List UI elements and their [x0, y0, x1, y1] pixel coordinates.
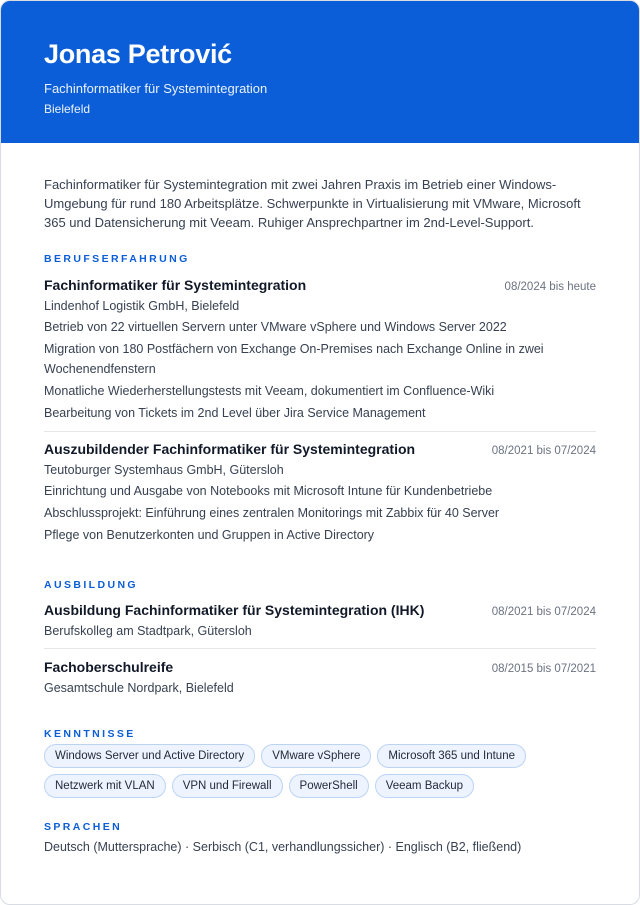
education-institution: Gesamtschule Nordpark, Bielefeld [44, 681, 234, 695]
job-bullet: Pflege von Benutzerkonten und Gruppen in Active Directory [44, 528, 375, 542]
skill-chip: Veeam Backup [375, 774, 474, 798]
job-date: 08/2021 bis 07/2024 [491, 445, 596, 457]
job-bullet: Bearbeitung von Tickets im 2nd Level über Jira Service Management [44, 406, 426, 420]
candidate-city: Bielefeld [44, 102, 91, 116]
skill-chip: VMware vSphere [261, 744, 371, 768]
job-bullets [44, 481, 596, 545]
candidate-role: Fachinformatiker für Systemintegration [44, 81, 268, 96]
skill-chip: Netzwerk mit VLAN [44, 774, 166, 798]
job-title: Fachinformatiker für Systemintegration [44, 277, 307, 293]
job-date: 08/2024 bis heute [504, 281, 596, 293]
resume-header [1, 1, 639, 143]
job-bullets [44, 317, 596, 423]
skill-chip: VPN und Firewall [172, 774, 283, 798]
education-title: Fachoberschulreife [44, 659, 174, 675]
skills-list [44, 744, 596, 798]
education-title: Ausbildung Fachinformatiker für Systemintegration (IHK) [44, 602, 425, 618]
skill-chip: Windows Server und Active Directory [44, 744, 255, 768]
job-bullet: Einrichtung und Ausgabe von Notebooks mit Microsoft Intune für Kundenbetriebe [44, 484, 493, 498]
entry-divider [44, 648, 596, 649]
resume-content [1, 175, 639, 856]
education-entry [44, 601, 596, 640]
education-institution: Berufskolleg am Stadtpark, Gütersloh [44, 624, 252, 638]
entry-divider [44, 431, 596, 432]
profile-summary: Fachinformatiker für Systemintegration mit zwei Jahren Praxis im Betrieb einer Windows-Umgebung für rund 180 Arbeitsplätze. Schwerpunkte in Virtualisierung mit VMware, Microsoft 365 und Datensicherung mit Veeam. Ruhiger Ansprechpartner im 2nd-Level-Support. [44, 177, 581, 230]
job-employer: Teutoburger Systemhaus GmbH, Gütersloh [44, 463, 284, 477]
job-bullet: Abschlussprojekt: Einführung eines zentralen Monitorings mit Zabbix für 40 Server [44, 506, 500, 520]
education-entry [44, 658, 596, 697]
skill-chip: Microsoft 365 und Intune [377, 744, 526, 768]
education-heading: AUSBILDUNG [44, 579, 138, 591]
education-date: 08/2021 bis 07/2024 [491, 606, 596, 618]
experience-entry [44, 440, 596, 545]
candidate-name: Jonas Petrović [44, 39, 232, 69]
languages-heading: SPRACHEN [44, 821, 123, 833]
job-title: Auszubildender Fachinformatiker für Systemintegration [44, 441, 416, 457]
languages-text: Deutsch (Muttersprache) · Serbisch (C1, verhandlungssicher) · Englisch (B2, fließend) [44, 840, 522, 854]
experience-heading: BERUFSERFAHRUNG [44, 253, 190, 265]
education-date: 08/2015 bis 07/2021 [491, 663, 596, 675]
skill-chip: PowerShell [289, 774, 369, 798]
job-bullet: Betrieb von 22 virtuellen Servern unter VMware vSphere und Windows Server 2022 [44, 320, 507, 334]
job-employer: Lindenhof Logistik GmbH, Bielefeld [44, 299, 240, 313]
experience-entry [44, 276, 596, 423]
job-bullet: Monatliche Wiederherstellungstests mit Veeam, dokumentiert im Confluence-Wiki [44, 384, 495, 398]
skills-heading: KENNTNISSE [44, 728, 136, 740]
job-bullet: Migration von 180 Postfächern von Exchange On-Premises nach Exchange Online in zwei Wochenendfenstern [44, 342, 544, 376]
